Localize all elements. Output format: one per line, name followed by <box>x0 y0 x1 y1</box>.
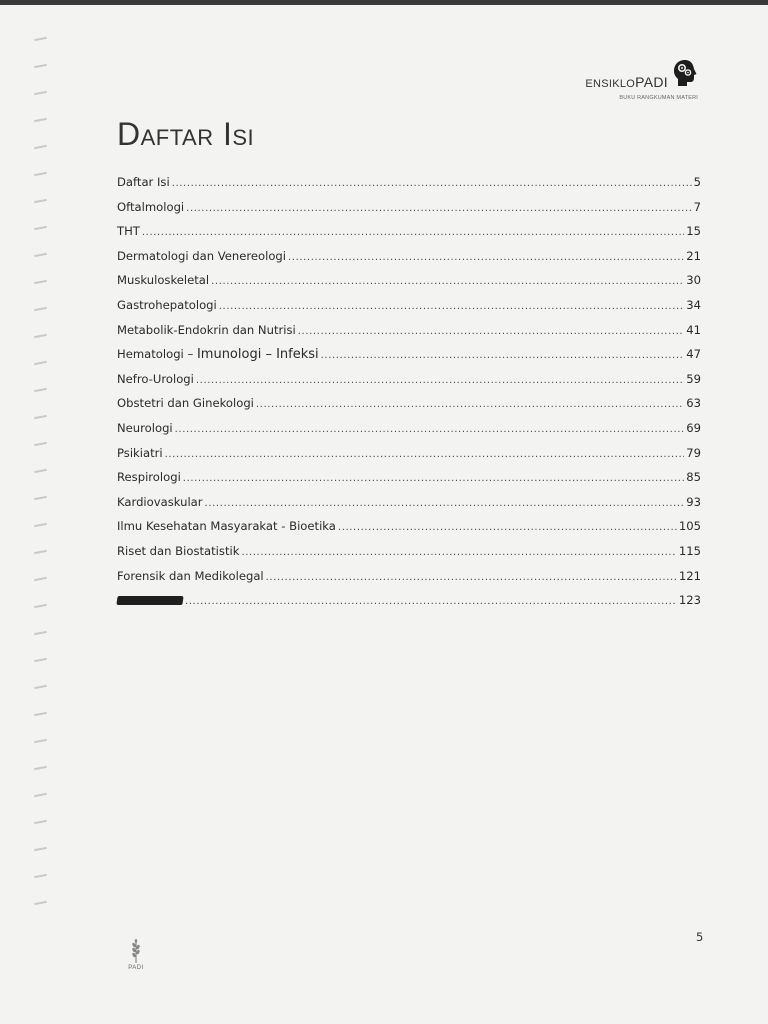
toc-entry-page: 69 <box>686 420 701 435</box>
toc-entry-label: Neurologi <box>117 420 173 435</box>
toc-entry-label: Obstetri dan Ginekologi <box>117 396 254 411</box>
toc-entry-ikm-bioetika[interactable] <box>117 519 701 544</box>
toc-entry-label: THT <box>117 224 140 239</box>
toc-entry-muskuloskeletal[interactable] <box>117 273 701 298</box>
toc-entry-psikiatri[interactable] <box>117 446 701 471</box>
dot-leader <box>165 449 685 460</box>
toc-entry-page: 59 <box>686 371 701 386</box>
dot-leader <box>266 572 677 583</box>
toc-entry-dermatologi[interactable] <box>117 249 701 274</box>
toc-entry-gastrohepatologi[interactable] <box>117 298 701 323</box>
toc-entry-label: Ilmu Kesehatan Masyarakat - Bioetika <box>117 519 336 534</box>
page-number: 5 <box>696 930 704 944</box>
scan-top-edge <box>0 0 768 5</box>
toc-entry-label: Nefro-Urologi <box>117 371 194 386</box>
redaction-mark <box>116 596 183 605</box>
toc-entry-page: 15 <box>686 224 701 239</box>
dot-leader <box>196 375 684 386</box>
brand-header <box>518 58 698 108</box>
toc-entry-label: Riset dan Biostatistik <box>117 543 240 558</box>
toc-entry-label <box>117 347 319 362</box>
toc-entry-nefro-urologi[interactable] <box>117 372 701 397</box>
toc-entry-label: Respirologi <box>117 470 181 485</box>
dot-leader <box>241 547 676 558</box>
toc-entry-page: 63 <box>686 396 701 411</box>
toc-entry-oftalmologi[interactable] <box>117 200 701 225</box>
toc-entry-page: 30 <box>686 273 701 288</box>
page-title: Daftar Isi <box>117 116 255 152</box>
toc-entry-label-prefix: Hematologi – <box>117 347 197 362</box>
toc-entry-label <box>117 593 183 607</box>
dot-leader <box>298 326 684 337</box>
rice-stalk-icon <box>124 938 148 964</box>
toc-entry-obstetri[interactable] <box>117 396 701 421</box>
toc-entry-label: Forensik dan Medikolegal <box>117 568 264 583</box>
toc-entry-page: 41 <box>686 322 701 337</box>
dot-leader <box>256 399 684 410</box>
dot-leader <box>185 596 677 607</box>
binding-holes <box>30 30 52 930</box>
toc-entry-label-emphasis: Imunologi – Infeksi <box>196 347 319 363</box>
dot-leader <box>183 473 684 484</box>
toc-entry-label: Dermatologi dan Venereologi <box>117 248 287 263</box>
toc-entry-neurologi[interactable] <box>117 421 701 446</box>
brand-name-prefix: ENSIKLO <box>585 78 636 90</box>
toc-entry-page: 121 <box>678 568 701 583</box>
toc-entry-label: Psikiatri <box>117 445 163 460</box>
toc-entry-page: 93 <box>686 494 701 509</box>
dot-leader <box>186 203 691 214</box>
toc-entry-forensik[interactable] <box>117 569 701 594</box>
dot-leader <box>338 522 677 533</box>
toc-entry-page: 85 <box>686 470 701 485</box>
toc-entry-daftar-isi[interactable] <box>117 175 701 200</box>
toc-entry-page: 79 <box>686 445 701 460</box>
toc-entry-riset-biostatistik[interactable] <box>117 544 701 569</box>
toc-entry-label: Oftalmologi <box>117 199 185 214</box>
toc-entry-page: 47 <box>686 347 701 362</box>
dot-leader <box>142 227 684 238</box>
brand-name-suffix: PADI <box>635 74 668 90</box>
toc-entry-label: Gastrohepatologi <box>117 297 217 312</box>
toc-entry-kardiovaskular[interactable] <box>117 495 701 520</box>
toc-entry-page: 34 <box>686 297 701 312</box>
toc-entry-hematologi[interactable] <box>117 347 701 372</box>
dot-leader <box>205 498 685 509</box>
toc-entry-redacted[interactable] <box>117 593 701 618</box>
toc-entry-respirologi[interactable] <box>117 470 701 495</box>
dot-leader <box>321 350 685 361</box>
toc-entry-tht[interactable] <box>117 224 701 249</box>
toc-entry-label: Metabolik-Endokrin dan Nutrisi <box>117 322 296 337</box>
dot-leader <box>172 178 692 189</box>
toc-entry-label: Kardiovaskular <box>117 494 203 509</box>
dot-leader <box>219 301 684 312</box>
footer-logo <box>124 938 148 974</box>
brand-tagline: BUKU RANGKUMAN MATERI <box>619 95 698 101</box>
head-gears-logo-icon <box>672 58 698 88</box>
dot-leader <box>211 276 684 287</box>
toc-entry-page: 105 <box>678 519 701 534</box>
toc-entry-metabolik-endokrin[interactable] <box>117 323 701 348</box>
footer-logo-text: PADI <box>128 965 144 971</box>
toc-entry-label: Daftar Isi <box>117 175 170 189</box>
toc-entry-page: 115 <box>678 543 701 558</box>
dot-leader <box>288 252 684 263</box>
toc-entry-label: Muskuloskeletal <box>117 273 210 288</box>
dot-leader <box>175 424 685 435</box>
toc-entry-page: 21 <box>686 248 701 263</box>
table-of-contents <box>117 175 701 618</box>
brand-name <box>585 74 668 90</box>
toc-entry-page: 123 <box>678 593 701 608</box>
toc-entry-page: 5 <box>693 175 701 189</box>
toc-entry-page: 7 <box>693 199 701 214</box>
